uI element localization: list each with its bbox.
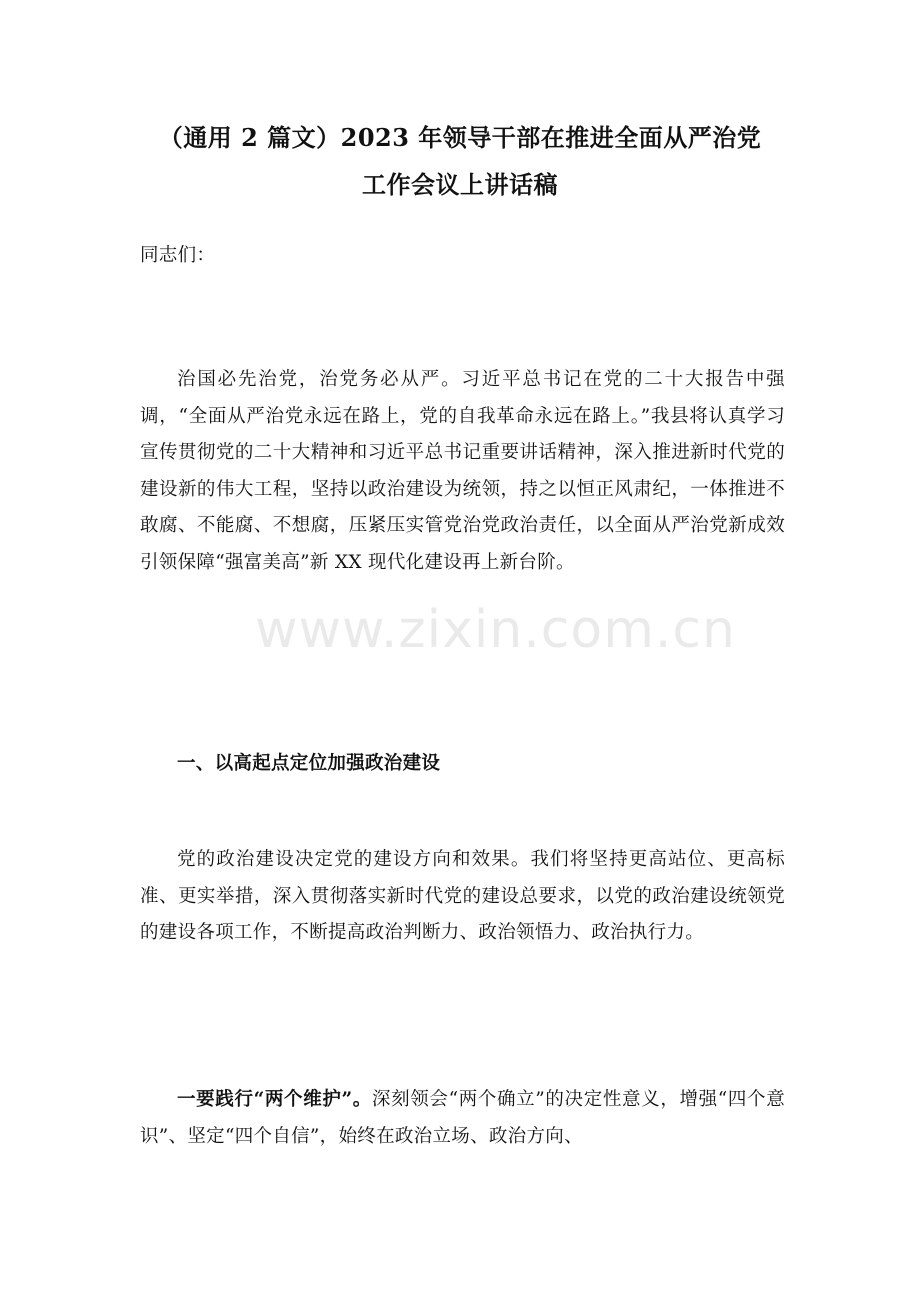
paragraph-intro: 治国必先治党，治党务必从严。习近平总书记在党的二十大报告中强调，“全面从严治党永远在路上，党的自我革命永远在路上。”我县将认真学习宣传贯彻党的二十大精神和习近平总书记重要讲话精神，深入推进新时代党的建设新的伟大工程，坚持以政治建设为统领，持之以恒正风肃纪，一体推进不敢腐、不能腐、不想腐，压紧压实管党治党政治责任，以全面从严治党新成效引领保障“强富美高”新 XX 现代化建设再上新台阶。 [140,369,785,573]
paragraph-body: 深刻领会“两个确立”的决定性意义，增强“四个意识”、坚定“四个自信”，始终在政治立场、政治方向、 [140,1089,785,1147]
paragraph-political-building: 党的政治建设决定党的建设方向和效果。我们将坚持更高站位、更高标准、更实举措，深入贯彻落实新时代党的建设总要求，以党的政治建设统领党的建设各项工作，不断提高政治判断力、政治领悟力、政治执行力。 [140,849,785,944]
paragraph-lead-bold: 一要践行“两个维护”。 [177,1089,372,1110]
watermark: www.zixin.com.cn [255,600,736,660]
paragraph-two-safeguards [140,1082,785,1155]
greeting: 同志们： [140,245,216,266]
section-heading-1: 一、以高起点定位加强政治建设 [177,753,441,774]
document-title-line-1: （通用 2 篇文）2023 年领导干部在推进全面从严治党 [158,123,762,152]
document-title-line-2: 工作会议上讲话稿 [362,170,558,199]
